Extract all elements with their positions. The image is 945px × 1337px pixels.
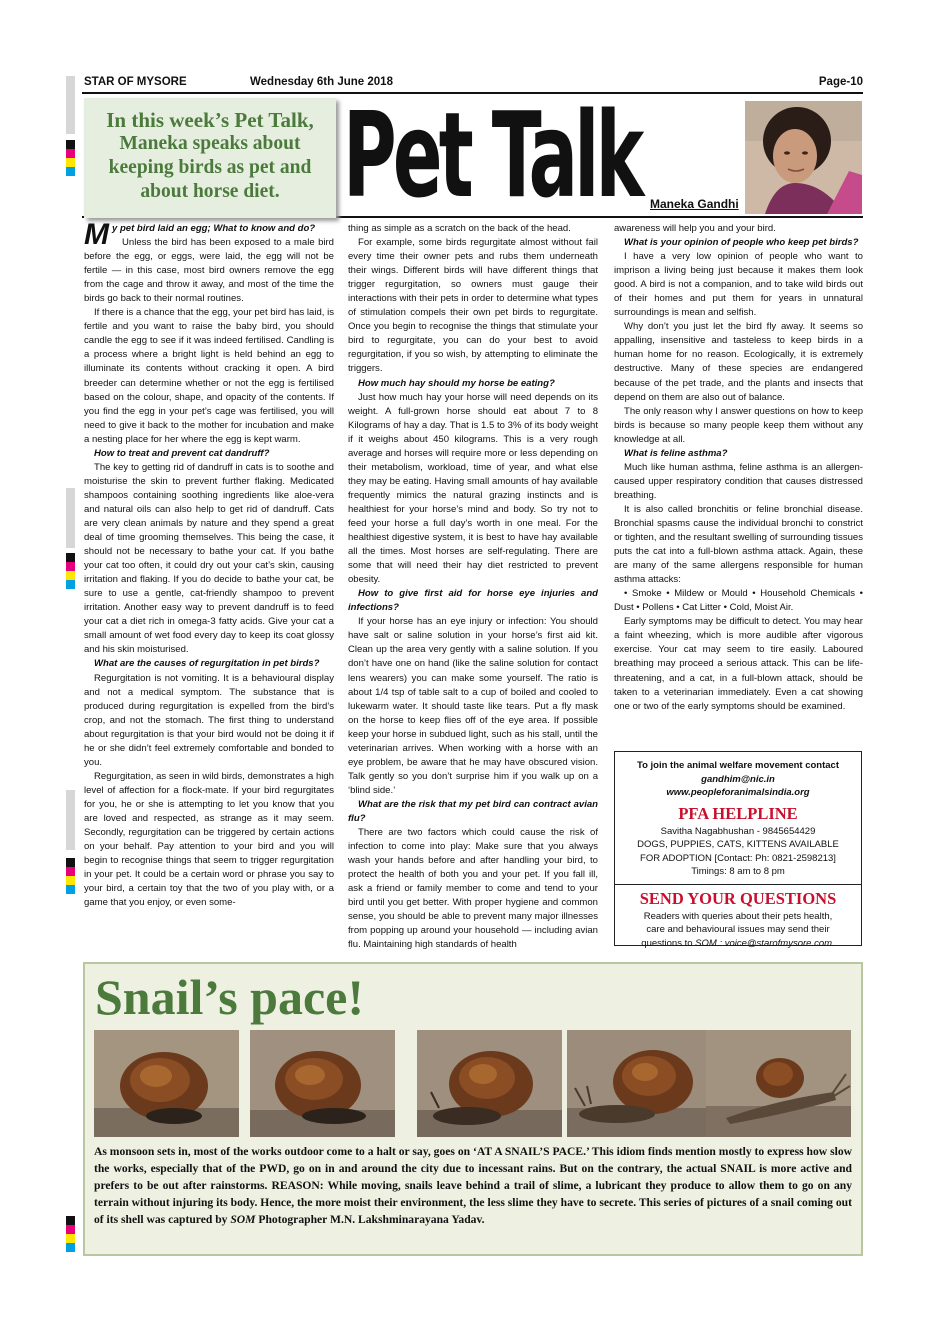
question-heading: How to treat and prevent cat dandruff?	[94, 447, 270, 459]
helpline-heading: PFA HELPLINE	[678, 803, 798, 823]
snail-photo-2	[250, 1030, 395, 1137]
snail-photo-4	[567, 1030, 712, 1137]
color-registration-marks	[66, 553, 75, 589]
snail-feature	[83, 962, 863, 1256]
article-column-2	[348, 222, 598, 952]
snail-caption: As monsoon sets in, most of the works outdoor come to a halt or say, goes on ‘AT A SNAIL’S PACE.’ This idiom finds mention mostly to express how slow the works, especially that of the PWD, go on in and around the city due to incessant rains. But on the contrary, the actual SNAIL is more active and prefers to be out after rainstorms. REASON: While moving, snails leave behind a trail of slime, a lubricant they produce to allow them to go on any terrain without injuring its body. Hence, the more moist their environment, the less slime they have to secrete. This series of pictures of a snail coming out of its shell was captured by SOM Photographer M.N. Lakshminarayana Yadav.	[94, 1145, 852, 1226]
paragraph: Unless the bird has been exposed to a male bird before the egg, or eggs, were laid, the egg will not be fertile — in this case, most bird owners remove the egg from the cage and throw it away, and most of the time the birds go back to their normal routines.	[84, 237, 334, 305]
paragraph: Regurgitation is not vomiting. It is a behavioural display and not a medical symptom. The substance that is produced during regurgitation is expelled from the bird’s crop, and not the stomach. The first thing to understand about regurgitation is that your bird would not be doing it if he or she didn’t feel extremely comfortable and bonded to you.	[84, 672, 334, 768]
helpline-join: To join the animal welfare movement contact	[636, 760, 839, 771]
color-registration-marks	[66, 140, 75, 176]
page-number: Page-10	[818, 76, 863, 88]
snail-title: Snail’s pace!	[95, 969, 364, 1025]
helpline-email[interactable]: gandhim@nic.in	[701, 773, 775, 785]
title-word-pet: Pet	[343, 86, 471, 224]
question-heading: What is feline asthma?	[624, 447, 728, 459]
paragraph: There are two factors which could cause the risk of infection to come into play: Make sure that you always wash your hands before and after handling your bird, to protect the health of both you and your pet. If you fall ill, ask a friend or family member to come and tend to your bird until you get better. With proper hygiene and common sense, you should be able to prevent many major illnesses from popping up around your household — including avian flu. Maintaining high standards of health	[348, 827, 598, 951]
questions-text: questions to SOM : voice@starofmysore.com.	[641, 937, 835, 949]
author-portrait	[745, 101, 862, 214]
question-heading: How much hay should my horse be eating?	[358, 377, 555, 389]
registration-strip	[66, 76, 75, 134]
column-title	[343, 86, 641, 224]
snail-photo-5	[706, 1030, 851, 1137]
teaser-line: about horse diet.	[140, 181, 280, 202]
helpline-adopt: DOGS, PUPPIES, CATS, KITTENS AVAILABLE	[637, 839, 839, 850]
author-byline: Maneka Gandhi	[650, 197, 739, 211]
registration-strip	[66, 790, 75, 850]
helpline-adopt: FOR ADOPTION [Contact: Ph: 0821-2598213]	[640, 852, 836, 864]
paragraph: Much like human asthma, feline asthma is an allergen-caused upper respiratory condition that causes distressed breathing.	[614, 461, 863, 501]
issue-date: Wednesday 6th June 2018	[250, 76, 393, 88]
paragraph: The key to getting rid of dandruff in cats is to soothe and moisturise the skin to prevent further flaking. Medicated shampoos containing soothing ingredients like aloe-vera and natural oils can also help to get rid of dandruff. Cats are very clean animals by nature and they spend a great deal of time grooming themselves. This being the case, it should not be necessary to bathe your cat. If you bathe your cat too often, it could dry out your cat’s skin, causing irritation and flaking. If you do decide to bathe your cat, be sure to use a gentle, cat-friendly shampoo to prevent irritation. Another easy way to prevent dandruff is to feed your cat a diet rich in omega-3 fatty acids. Give your cat a small amount of wet food every day to keep its coat glossy and his skin moisturised.	[84, 461, 334, 656]
paragraph: If there is a chance that the egg, your pet bird has laid, is fertile and you want to raise the baby bird, you should candle the egg to see if it was indeed fertilised. Candling is a process where a bright light is held behind an egg to illuminate its contents without cracking it open. A bird breeder can determine whether or not the egg is fertilised based on the colour, shape, and opacity of the contents. If you find the egg in your pet’s cage was fertilised, you will need to give it back to the mother for incubation and make a nesting place for her where the egg is kept warm.	[84, 307, 334, 445]
questions-text: Readers with queries about their pets health,	[643, 910, 833, 922]
question-heading: How to give first aid for horse eye injuries and infections?	[348, 588, 598, 614]
color-registration-marks	[66, 858, 75, 894]
paragraph: Just how much hay your horse will need depends on its weight. A full-grown horse should eat about 7 to 8 Kilograms of hay a day. That is 1.5 to 3% of its body weight if it weighs about 450 kilograms. This is a very rough average and horses will require more or less depending on their metabolism, workload, time of year, and what else they may be eating. Having small amounts of hay available frequently mimics the natural grazing instincts and is healthiest for your horse’s mind and body. So try not to feed your horse a full day’s worth in one meal. For the healthiest digestive system, it is best to have hay available all the times. Most horses are self-regulating. There are some that will need their hay diet restricted to prevent obesity.	[348, 391, 598, 586]
question-heading: What are the risk that my pet bird can contract avian flu?	[348, 798, 598, 824]
paragraph: For example, some birds regurgitate almost without fail every time their owner pets and rubs them underneath their wings. Different birds will have different things that trigger regurgitation, so owners must gauge their interactions with their pets in order to determine what types of stimulation compels their own pet birds to regurgitate. Once you begin to recognise the things that stimulate your bird to regurgitate, you can do your best to avoid regurgitation, if you so wish, by attempting to eliminate the triggers.	[348, 237, 598, 375]
snail-photo-3	[417, 1030, 562, 1137]
color-registration-marks	[66, 1216, 75, 1252]
question-heading: What are the causes of regurgitation in pet birds?	[94, 658, 320, 670]
paragraph: Early symptoms may be difficult to detect. You may hear a faint wheezing, which is more audible after vigorous exercise. Your cat may seem to tire easily. Laboured breathing may proceed a serious attack. This can be life-threatening, and a cat, in a full-blown attack, should be taken to a veterinarian immediately. Even a cat showing one or two of the early symptoms should be examined.	[614, 616, 863, 712]
article-column-3	[614, 222, 863, 714]
questions-heading: SEND YOUR QUESTIONS	[639, 888, 837, 908]
teaser-line: In this week’s Pet Talk,	[106, 108, 314, 132]
paragraph: Why don’t you just let the bird fly away. It seems so appalling, insensitive and tasteless to keep birds in a human home for no reason. Ecologically, it is extremely destructive. Many of these species are endangered because of the pet trade, and the plants and insects that depend on them are also out of balance.	[614, 321, 863, 403]
paragraph: I have a very low opinion of people who want to imprison a living being just because it makes them look good. A bird is not a companion, and to take wild birds out of their homes and put them for years in unnatural surroundings is mean and selfish.	[614, 251, 863, 319]
helpline-divider	[615, 884, 861, 885]
paragraph: awareness will help you and your bird.	[614, 223, 776, 234]
snail-photo-1	[94, 1030, 239, 1137]
article-column-1	[84, 218, 334, 910]
teaser-line: keeping birds as pet and	[108, 157, 312, 178]
teaser-box	[84, 98, 336, 218]
helpline-website[interactable]: www.peopleforanimalsindia.org	[666, 787, 810, 798]
question-heading: My pet bird laid an egg; What to know and do?	[84, 218, 316, 251]
paragraph: The only reason why I answer questions on how to keep birds is because so many people keep them without any knowledge at all.	[614, 405, 863, 445]
paragraph: • Smoke • Mildew or Mould • Household Chemicals • Dust • Pollens • Cat Litter • Cold, Moist Air.	[614, 588, 863, 614]
helpline-timings: Timings: 8 am to 8 pm	[691, 866, 785, 877]
title-word-talk: Talk	[491, 86, 641, 224]
paragraph: thing as simple as a scratch on the back of the head.	[348, 223, 571, 234]
paper-name: STAR OF MYSORE	[84, 76, 187, 88]
paragraph: It is also called bronchitis or feline bronchial disease. Bronchial spasms cause the individual bronchi to constrict or tighten, and the resultant swelling of surrounding tissues puts the cat into a full-blown asthma attack. Again, these are many of the same allergens responsible for human asthma attacks:	[614, 503, 863, 586]
teaser-line: Maneka speaks about	[119, 133, 301, 154]
registration-strip	[66, 488, 75, 548]
helpline-contact: Savitha Nagabhushan - 9845654429	[660, 825, 816, 837]
drop-cap: M	[84, 218, 109, 251]
helpline-box	[614, 751, 862, 949]
paragraph: If your horse has an eye injury or infection: You should have salt or saline solution in your horse’s first aid kit. Clean up the area very gently with a saline solution. If you don’t have one on hand (like the saline solution for contact lens wearers) you can make some yourself. The ratio is about 1/4 tsp of table salt to a cup of boiled and cooled to lukewarm water. It should taste like tears. Put a fly mask on the horse to keep flies off of the eye area. If possible keep your horse in subdued light, such as his stall, until the veterinarian arrives. When working with a horse with an eye problem, be aware that he may have obscured vision. Talk gently so you don’t surprise him if you walk up on a ‘blind side.’	[348, 616, 598, 796]
paragraph: Regurgitation, as seen in wild birds, demonstrates a high level of affection for a flock-mate. If your bird regurgitates for you, he or she is attempting to let you know that you are loved and respected, as strange as it may seem. Secondly, regurgitation can be triggered by certain actions on your behalf. Pay attention to your bird and you will begin to recognise things that seem to trigger regurgitation in your pet. It could be a certain word or phrase you say to your bird, a certain toy that the two of you play with, or a game that you enjoy, or even some-	[84, 770, 334, 909]
questions-text: care and behavioural issues may send their	[646, 924, 830, 935]
question-heading: What is your opinion of people who keep pet birds?	[624, 237, 859, 249]
